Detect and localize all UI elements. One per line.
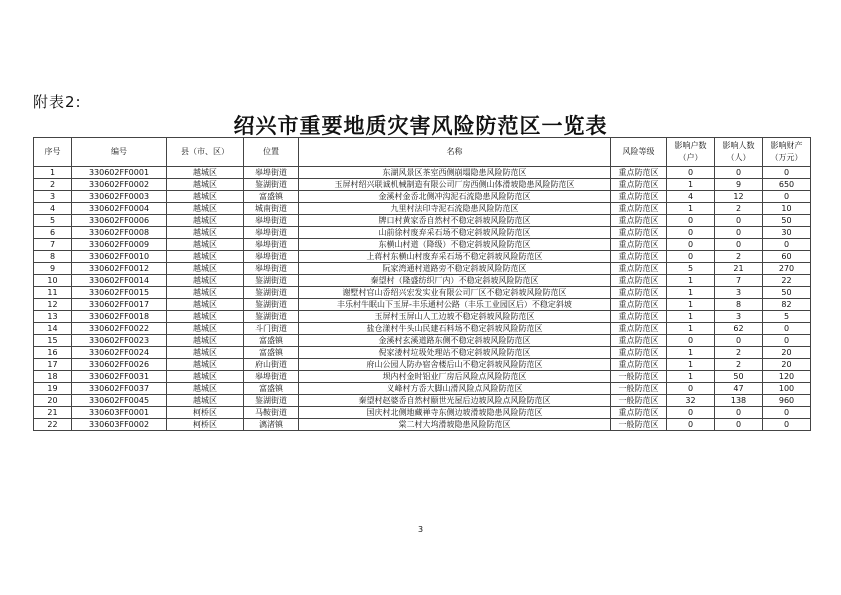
table-cell: 330602FF0009 [72, 239, 167, 251]
table-cell: 4 [34, 203, 72, 215]
table-cell: 330602FF0018 [72, 311, 167, 323]
table-cell: 82 [763, 299, 811, 311]
table-cell: 重点防范区 [611, 251, 667, 263]
table-cell: 重点防范区 [611, 323, 667, 335]
table-row [34, 335, 811, 347]
page-title: 绍兴市重要地质灾害风险防范区一览表 [233, 114, 608, 138]
table-cell: 金溪村玄溪道路东侧不稳定斜坡风险防范区 [299, 335, 611, 347]
table-cell: 10 [763, 203, 811, 215]
table-cell: 鉴湖街道 [244, 287, 299, 299]
table-cell: 4 [667, 191, 715, 203]
table-cell: 330602FF0026 [72, 359, 167, 371]
table-cell: 0 [715, 215, 763, 227]
table-row [34, 167, 811, 179]
table-cell: 330602FF0037 [72, 383, 167, 395]
table-cell: 0 [667, 215, 715, 227]
table-cell: 越城区 [167, 203, 244, 215]
table-row [34, 251, 811, 263]
table-row [34, 311, 811, 323]
table-cell: 330602FF0006 [72, 215, 167, 227]
table-cell: 重点防范区 [611, 347, 667, 359]
table-cell: 0 [715, 419, 763, 431]
table-cell: 越城区 [167, 227, 244, 239]
table-cell: 330602FF0008 [72, 227, 167, 239]
table-cell: 1 [667, 311, 715, 323]
table-cell: 62 [715, 323, 763, 335]
table-cell: 10 [34, 275, 72, 287]
table-cell: 鉴湖街道 [244, 275, 299, 287]
table-cell: 富盛镇 [244, 191, 299, 203]
table-cell: 330602FF0045 [72, 395, 167, 407]
table-cell: 3 [34, 191, 72, 203]
table-cell: 330603FF0001 [72, 407, 167, 419]
table-cell: 皋埠街道 [244, 215, 299, 227]
table-cell: 越城区 [167, 347, 244, 359]
table-cell: 50 [763, 215, 811, 227]
table-cell: 20 [763, 347, 811, 359]
table-cell: 0 [715, 227, 763, 239]
table-cell: 5 [763, 311, 811, 323]
table-cell: 50 [763, 287, 811, 299]
table-cell: 一般防范区 [611, 371, 667, 383]
table-cell: 山前徐村废弃采石场不稳定斜坡风险防范区 [299, 227, 611, 239]
table-cell: 鉴湖街道 [244, 179, 299, 191]
table-cell: 越城区 [167, 311, 244, 323]
table-cell: 2 [715, 251, 763, 263]
table-cell: 3 [715, 311, 763, 323]
table-cell: 阮家湾通村道路旁不稳定斜坡风险防范区 [299, 263, 611, 275]
table-header-row [34, 138, 811, 167]
table-cell: 重点防范区 [611, 407, 667, 419]
table-cell: 一般防范区 [611, 395, 667, 407]
column-header: 位置 [244, 138, 299, 167]
table-cell: 越城区 [167, 167, 244, 179]
table-cell: 1 [667, 323, 715, 335]
table-cell: 国庆村北侧地藏禅寺东侧边坡滑坡隐患风险防范区 [299, 407, 611, 419]
attachment-label: 附表2: [33, 93, 82, 111]
table-cell: 8 [715, 299, 763, 311]
table-cell: 22 [34, 419, 72, 431]
table-cell: 2 [715, 347, 763, 359]
table-cell: 重点防范区 [611, 191, 667, 203]
table-cell: 330602FF0024 [72, 347, 167, 359]
table-row [34, 395, 811, 407]
table-cell: 牌口村黄家岙自然村不稳定斜坡风险防范区 [299, 215, 611, 227]
column-header: 影响人数（人） [715, 138, 763, 167]
table-cell: 9 [34, 263, 72, 275]
table-cell: 330602FF0003 [72, 191, 167, 203]
table-cell: 上蒋村东横山村废弃采石场不稳定斜坡风险防范区 [299, 251, 611, 263]
table-cell: 330602FF0017 [72, 299, 167, 311]
table-cell: 2 [715, 203, 763, 215]
table-cell: 330603FF0002 [72, 419, 167, 431]
column-header: 影响财产（万元） [763, 138, 811, 167]
table-cell: 越城区 [167, 335, 244, 347]
table-row [34, 347, 811, 359]
table-cell: 富盛镇 [244, 383, 299, 395]
table-cell: 盐仓漾村牛头山民建石料场不稳定斜坡风险防范区 [299, 323, 611, 335]
table-cell: 12 [34, 299, 72, 311]
table-cell: 越城区 [167, 215, 244, 227]
table-cell: 20 [34, 395, 72, 407]
table-cell: 坝内村金时铝业厂房后风险点风险防范区 [299, 371, 611, 383]
table-cell: 5 [34, 215, 72, 227]
table-cell: 皋埠街道 [244, 263, 299, 275]
table-cell: 1 [34, 167, 72, 179]
table-cell: 0 [667, 251, 715, 263]
table-cell: 越城区 [167, 371, 244, 383]
table-cell: 皋埠街道 [244, 167, 299, 179]
table-cell: 120 [763, 371, 811, 383]
table-cell: 城南街道 [244, 203, 299, 215]
table-cell: 650 [763, 179, 811, 191]
table-cell: 越城区 [167, 323, 244, 335]
table-cell: 越城区 [167, 239, 244, 251]
table-cell: 330602FF0002 [72, 179, 167, 191]
table-cell: 重点防范区 [611, 179, 667, 191]
table-cell: 13 [34, 311, 72, 323]
table-row [34, 359, 811, 371]
column-header: 序号 [34, 138, 72, 167]
table-cell: 22 [763, 275, 811, 287]
table-cell: 1 [667, 287, 715, 299]
table-cell: 富盛镇 [244, 347, 299, 359]
table-cell: 100 [763, 383, 811, 395]
table-cell: 鉴湖街道 [244, 395, 299, 407]
table-cell: 秦望村（隆盛纺织厂内）不稳定斜坡风险防范区 [299, 275, 611, 287]
table-cell: 2 [715, 359, 763, 371]
table-cell: 越城区 [167, 359, 244, 371]
table-cell: 330602FF0001 [72, 167, 167, 179]
table-cell: 斗门街道 [244, 323, 299, 335]
table-cell: 0 [763, 335, 811, 347]
table-row [34, 179, 811, 191]
table-cell: 7 [34, 239, 72, 251]
table-cell: 0 [667, 407, 715, 419]
table-cell: 1 [667, 275, 715, 287]
table-cell: 九里村法印寺泥石流隐患风险防范区 [299, 203, 611, 215]
table-cell: 富盛镇 [244, 335, 299, 347]
table-cell: 14 [34, 323, 72, 335]
table-cell: 东湖风景区茶室西侧崩塌隐患风险防范区 [299, 167, 611, 179]
table-cell: 0 [715, 407, 763, 419]
table-cell: 丰乐村牛眠山下玉屏-丰乐通村公路（丰乐工业园区后）不稳定斜坡 [299, 299, 611, 311]
table-row [34, 263, 811, 275]
table-cell: 138 [715, 395, 763, 407]
table-cell: 330602FF0004 [72, 203, 167, 215]
table-row [34, 383, 811, 395]
table-cell: 0 [763, 407, 811, 419]
table-cell: 越城区 [167, 287, 244, 299]
table-cell: 30 [763, 227, 811, 239]
table-cell: 0 [667, 227, 715, 239]
table-cell: 330602FF0012 [72, 263, 167, 275]
table-row [34, 419, 811, 431]
table-cell: 0 [763, 239, 811, 251]
table-cell: 重点防范区 [611, 287, 667, 299]
table-cell: 重点防范区 [611, 275, 667, 287]
column-header: 编号 [72, 138, 167, 167]
table-cell: 17 [34, 359, 72, 371]
table-cell: 19 [34, 383, 72, 395]
table-cell: 倪家溇村垃圾处理站不稳定斜坡风险防范区 [299, 347, 611, 359]
table-cell: 义峰村方岙大脚山滑风险点风险防范区 [299, 383, 611, 395]
table-cell: 960 [763, 395, 811, 407]
table-cell: 马鞍街道 [244, 407, 299, 419]
table-cell: 府山公园人防办宿舍楼后山不稳定斜坡风险防范区 [299, 359, 611, 371]
table-row [34, 299, 811, 311]
table-cell: 8 [34, 251, 72, 263]
table-cell: 1 [667, 203, 715, 215]
table-cell: 玉屏村玉屏山人工边坡不稳定斜坡风险防范区 [299, 311, 611, 323]
table-cell: 府山街道 [244, 359, 299, 371]
table-row [34, 323, 811, 335]
table-cell: 皋埠街道 [244, 227, 299, 239]
table-cell: 270 [763, 263, 811, 275]
table-cell: 330602FF0023 [72, 335, 167, 347]
table-cell: 一般防范区 [611, 419, 667, 431]
table-cell: 重点防范区 [611, 203, 667, 215]
table-cell: 18 [34, 371, 72, 383]
table-cell: 玉屏村绍兴联诚机械制造有限公司厂房西侧山体滑坡隐患风险防范区 [299, 179, 611, 191]
table-cell: 1 [667, 359, 715, 371]
table-cell: 越城区 [167, 395, 244, 407]
table-cell: 越城区 [167, 299, 244, 311]
table-cell: 1 [667, 371, 715, 383]
risk-zone-table [33, 137, 811, 431]
table-cell: 重点防范区 [611, 299, 667, 311]
table-cell: 6 [34, 227, 72, 239]
table-cell: 越城区 [167, 191, 244, 203]
table-cell: 皋埠街道 [244, 371, 299, 383]
table-cell: 47 [715, 383, 763, 395]
table-cell: 5 [667, 263, 715, 275]
table-cell: 50 [715, 371, 763, 383]
table-cell: 越城区 [167, 263, 244, 275]
table-row [34, 371, 811, 383]
table-cell: 21 [34, 407, 72, 419]
table-cell: 330602FF0014 [72, 275, 167, 287]
table-cell: 330602FF0022 [72, 323, 167, 335]
table-cell: 皋埠街道 [244, 251, 299, 263]
table-cell: 0 [763, 167, 811, 179]
table-cell: 0 [667, 335, 715, 347]
table-cell: 1 [667, 299, 715, 311]
table-cell: 秦望村赵婆岙自然村颐世光屋后边坡风险点风险防范区 [299, 395, 611, 407]
table-cell: 柯桥区 [167, 407, 244, 419]
table-cell: 重点防范区 [611, 311, 667, 323]
table-cell: 1 [667, 347, 715, 359]
table-row [34, 203, 811, 215]
table-body [34, 167, 811, 431]
table-row [34, 215, 811, 227]
column-header: 风险等级 [611, 138, 667, 167]
table-cell: 一般防范区 [611, 383, 667, 395]
table-cell: 12 [715, 191, 763, 203]
table-cell: 3 [715, 287, 763, 299]
table-cell: 柯桥区 [167, 419, 244, 431]
table-cell: 重点防范区 [611, 263, 667, 275]
table-cell: 20 [763, 359, 811, 371]
table-row [34, 239, 811, 251]
table-row [34, 227, 811, 239]
table-cell: 越城区 [167, 179, 244, 191]
table-cell: 15 [34, 335, 72, 347]
table-cell: 鉴湖街道 [244, 299, 299, 311]
table-cell: 重点防范区 [611, 239, 667, 251]
table-cell: 21 [715, 263, 763, 275]
table-cell: 60 [763, 251, 811, 263]
column-header: 影响户数（户） [667, 138, 715, 167]
table-cell: 重点防范区 [611, 215, 667, 227]
table-cell: 0 [715, 335, 763, 347]
table-cell: 金溪村金岙北侧冲沟泥石流隐患风险防范区 [299, 191, 611, 203]
table-cell: 重点防范区 [611, 167, 667, 179]
table-cell: 32 [667, 395, 715, 407]
table-cell: 0 [667, 383, 715, 395]
table-cell: 谢墅村官山岙绍兴宏发实业有限公司厂区不稳定斜坡风险防范区 [299, 287, 611, 299]
table-cell: 0 [763, 191, 811, 203]
table-cell: 0 [715, 167, 763, 179]
table-cell: 0 [667, 419, 715, 431]
table-cell: 棠二村大坞滑坡隐患风险防范区 [299, 419, 611, 431]
table-row [34, 275, 811, 287]
table-cell: 7 [715, 275, 763, 287]
table-row [34, 407, 811, 419]
table-cell: 0 [667, 167, 715, 179]
table-cell: 0 [763, 419, 811, 431]
table-cell: 330602FF0010 [72, 251, 167, 263]
table-cell: 9 [715, 179, 763, 191]
table-cell: 漓渚镇 [244, 419, 299, 431]
table-cell: 重点防范区 [611, 335, 667, 347]
table-cell: 越城区 [167, 275, 244, 287]
table-cell: 越城区 [167, 251, 244, 263]
table-cell: 330602FF0031 [72, 371, 167, 383]
table-cell: 0 [667, 239, 715, 251]
table-cell: 11 [34, 287, 72, 299]
table-cell: 16 [34, 347, 72, 359]
table-row [34, 191, 811, 203]
table-cell: 0 [715, 239, 763, 251]
table-cell: 1 [667, 179, 715, 191]
table-cell: 2 [34, 179, 72, 191]
table-cell: 皋埠街道 [244, 239, 299, 251]
table-cell: 重点防范区 [611, 359, 667, 371]
table-cell: 重点防范区 [611, 227, 667, 239]
column-header: 县（市、区） [167, 138, 244, 167]
table-cell: 鉴湖街道 [244, 311, 299, 323]
table-cell: 330602FF0015 [72, 287, 167, 299]
page-number: 3 [417, 525, 424, 534]
table-row [34, 287, 811, 299]
column-header: 名称 [299, 138, 611, 167]
table-cell: 0 [763, 323, 811, 335]
table-cell: 越城区 [167, 383, 244, 395]
table-cell: 东横山村道（降级）不稳定斜坡风险防范区 [299, 239, 611, 251]
